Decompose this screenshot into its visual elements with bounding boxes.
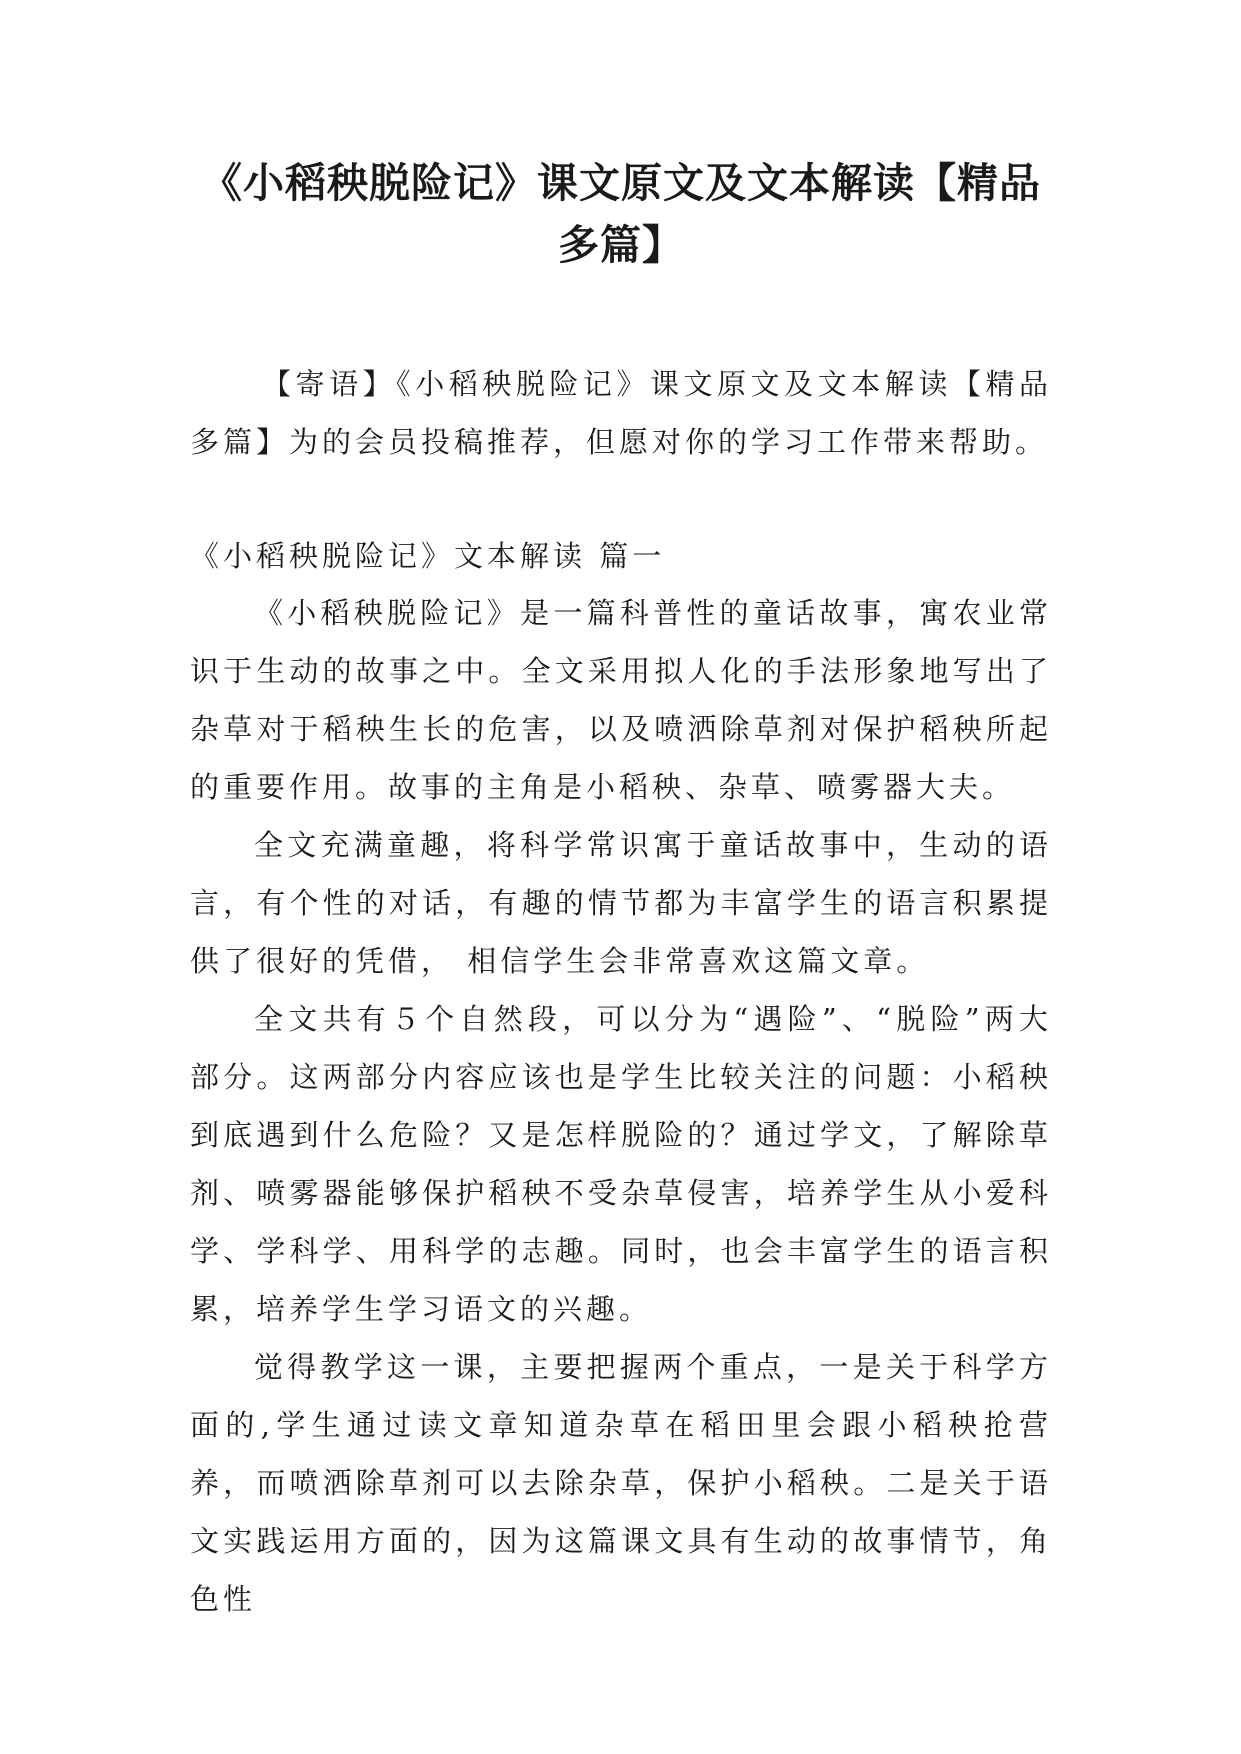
body-paragraph-1: 《小稻秧脱险记》是一篇科普性的童话故事，寓农业常识于生动的故事之中。全文采用拟人化的手法形象地写出了杂草对于稻秧生长的危害，以及喷洒除草剂对保护稻秧所起的重要作用。故事的主角是小稻秧、杂草、喷雾器大夫。 <box>190 596 1052 804</box>
article-body <box>190 530 1052 1628</box>
section-heading: 《小稻秧脱险记》文本解读 篇一 <box>190 539 666 573</box>
body-paragraph-3: 全文共有５个自然段，可以分为“遇险”、“脱险”两大部分。这两部分内容应该也是学生比较关注的问题：小稻秧到底遇到什么危险？又是怎样脱险的？通过学文，了解除草剂、喷雾器能够保护稻秧不受杂草侵害，培养学生从小爱科学、学科学、用科学的志趣。同时，也会丰富学生的语言积累，培养学生学习语文的兴趣。 <box>190 1002 1052 1326</box>
intro-paragraph: 【寄语】《小稻秧脱险记》课文原文及文本解读【精品多篇】为的会员投稿推荐，但愿对你的学习工作带来帮助。 <box>190 367 1052 459</box>
intro-block <box>190 355 1052 471</box>
body-paragraph-4: 觉得教学这一课，主要把握两个重点，一是关于科学方面的,学生通过读文章知道杂草在稻田里会跟小稻秧抢营养，而喷洒除草剂可以去除杂草，保护小稻秧。二是关于语文实践运用方面的，因为这篇课文具有生动的故事情节，角色性 <box>190 1350 1052 1616</box>
document-title: 《小稻秧脱险记》课文原文及文本解读【精品多篇】 <box>201 159 1041 269</box>
body-paragraph-2: 全文充满童趣，将科学常识寓于童话故事中，生动的语言，有个性的对话，有趣的情节都为丰富学生的语言积累提供了很好的凭借， 相信学生会非常喜欢这篇文章。 <box>190 828 1052 978</box>
